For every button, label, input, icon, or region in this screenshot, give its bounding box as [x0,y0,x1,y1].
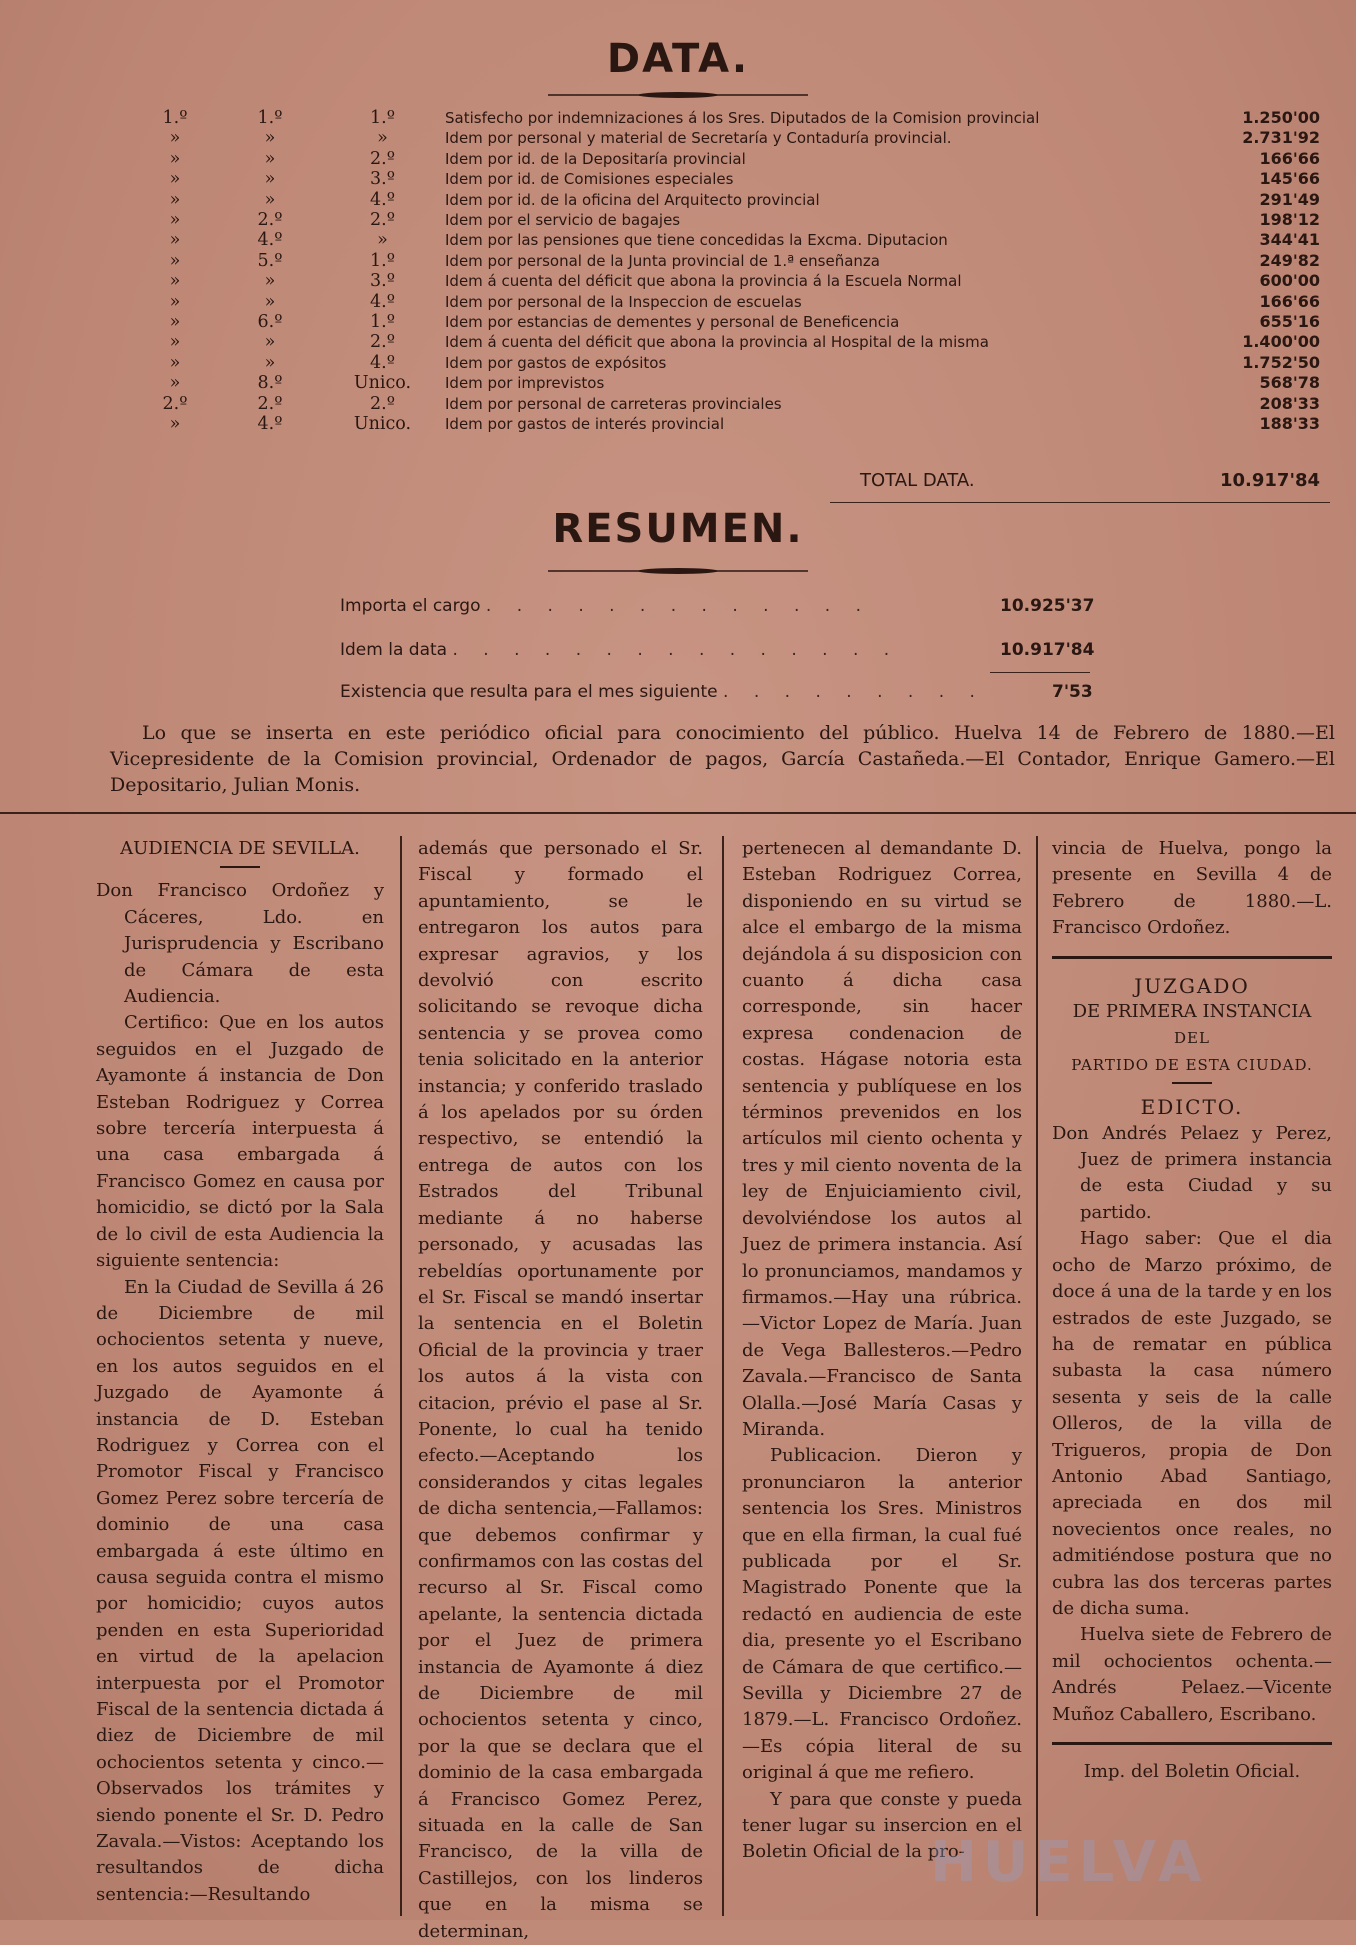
resumen-data-value: 10.917'84 [1000,640,1095,660]
data-row [130,169,1330,189]
data-cell-c5: 655'16 [1259,312,1320,332]
col4-body2: Hago saber: Que el dia ocho de Marzo próximo, de doce á una de la tarde y en los estrados de este Juzgado, se ha de rematar en pública subasta la casa número sesenta y seis de la calle Olleros, de la villa de Trigueros, propia de Don Antonio Abad Santiago, apreciada en dos mil novecientos once reales, no admitiéndose postura que no cubra las dos terceras partes de dicha suma. [1052,1228,1332,1619]
data-row [130,312,1330,332]
data-row [130,251,1330,271]
heading-rule [220,866,260,868]
column-rule [1036,836,1038,1916]
data-title: DATA. [606,36,750,82]
primera-instancia-heading: DE PRIMERA INSTANCIA [1072,1001,1312,1023]
data-cell-c4: Idem por id. de Comisiones especiales [445,170,734,189]
data-cell-c5: 1.400'00 [1242,332,1320,352]
notice-paragraph: Lo que se inserta en este periódico oficial para conocimiento del público. Huelva 14 de Febrero de 1880.—El Vicepresidente de la Comision provincial, Ordenador de pagos, García Castañeda.—El Contador, Enrique Gamero.—El Depositario, Julian Monis. [110,722,1335,796]
edicto-heading: EDICTO. [1140,1095,1244,1120]
data-cell-c2: 5.º [257,250,283,271]
data-cell-c3: 3.º [370,271,395,292]
data-cell-c3: 2.º [370,393,395,414]
column-rule [400,836,402,1916]
resumen-existencia-label: Existencia que resulta para el mes siguiente . . . . . . . . . [340,682,985,702]
data-cell-c2: » [264,128,276,149]
data-cell-c5: 344'41 [1259,230,1320,250]
data-cell-c1: 1.º [162,108,188,128]
column-2 [418,836,703,1945]
total-rule [830,502,1330,503]
col4-body: vincia de Huelva, pongo la presente en Sevilla 4 de Febrero de 1880.—L. Francisco Ordoñez. [1052,838,1332,939]
data-row [130,271,1330,291]
col3-body3: Y para que conste y pueda tener lugar su insercion en el Boletin Oficial de la pro- [742,1788,1022,1863]
col1-body: Certifico: Que en los autos seguidos en el Juzgado de Ayamonte á instancia de Don Esteban Rodriguez y Correa sobre tercería interpuesta á una casa embargada á Francisco Gomez en causa por homicidio, se dictó por la Sala de lo civil de esta Audiencia la siguiente sentencia: [96,1012,384,1272]
ornament-divider [0,88,1356,102]
column-rule [722,836,724,1916]
juzgado-heading: JUZGADO [1134,973,1250,998]
data-cell-c3: 1.º [370,250,395,271]
data-cell-c3: 2.º [370,332,395,353]
data-cell-c1: » [169,189,181,210]
heading-rule [1172,1082,1212,1084]
col4-intro: Don Andrés Pelaez y Perez, Juez de primera instancia de esta Ciudad y su partido. [1052,1122,1332,1223]
data-row [130,332,1330,352]
data-cell-c2: 1.º [257,108,283,128]
resumen-existencia-value: 7'53 [1052,682,1093,702]
data-cell-c1: » [169,230,181,251]
data-cell-c5: 198'12 [1259,210,1320,230]
data-cell-c2: » [264,271,276,292]
data-cell-c4: Idem por personal de la Inspeccion de escuelas [445,292,802,311]
data-cell-c1: 2.º [162,393,188,414]
column-1 [96,836,384,1908]
resumen-title: RESUMEN. [552,506,804,552]
data-row [130,373,1330,393]
del-heading: DEL [1174,1029,1210,1048]
data-cell-c5: 568'78 [1259,373,1320,393]
data-cell-c1: » [169,128,181,149]
data-row [130,394,1330,414]
resumen-rule [990,672,1090,673]
data-cell-c4: Idem por personal de la Junta provincial de 1.ª enseñanza [445,251,880,270]
data-cell-c4: Idem por personal y material de Secretaría y Contaduría provincial. [445,129,952,148]
data-cell-c2: 2.º [257,393,283,414]
ornament-divider [0,564,1356,578]
data-cell-c5: 1.250'00 [1242,108,1320,127]
imprint: Imp. del Boletin Oficial. [1083,1761,1301,1782]
data-cell-c5: 166'66 [1259,291,1320,311]
data-row [130,210,1330,230]
data-cell-c3: » [377,128,388,149]
data-cell-c4: Idem por gastos de expósitos [445,353,667,372]
data-row [130,292,1330,312]
data-cell-c3: 3.º [370,169,395,190]
col3-body2: Publicacion. Dieron y pronunciaron la anterior sentencia los Sres. Ministros que en ella firman, la cual fué publicada por el Sr. Magistrado Ponente que la redactó en audiencia de este dia, presente yo el Escribano de Cámara de que certifico.—Sevilla y Diciembre 27 de 1879.—L. Francisco Ordoñez.—Es cópia literal de su original á que me refiero. [742,1445,1022,1784]
data-cell-c5: 249'82 [1259,250,1320,270]
data-cell-c4: Idem á cuenta del déficit que abona la provincia á la Escuela Normal [445,272,962,291]
col3-body: pertenecen al demandante D. Esteban Rodriguez Correa, disponiendo en su virtud se alce el embargo de la misma dejándola á su disposicion con cuanto á dicha casa corresponde, sin hacer expresa condenacion de costas. Hágase notoria esta sentencia y publíquese en los términos prevenidos en los artículos mil ciento ochenta y tres y mil ciento noventa de la ley de Enjuiciamiento civil, devolviéndose los autos al Juez de primera instancia. Así lo pronunciamos, mandamos y firmamos.—Hay una rúbrica.—Victor Lopez de María. Juan de Vega Ballesteros.—Pedro Zavala.—Francisco de Santa Olalla.—José María Casas y Miranda. [742,838,1022,1440]
data-cell-c3: 4.º [370,189,395,210]
data-cell-c5: 2.731'92 [1242,128,1320,148]
data-cell-c5: 1.752'50 [1242,352,1320,372]
data-row [130,108,1330,128]
col1-body2: En la Ciudad de Sevilla á 26 de Diciembre de mil ochocientos setenta y nueve, en los autos seguidos en el Juzgado de Ayamonte á instancia de D. Esteban Rodriguez y Correa con el Promotor Fiscal y Francisco Gomez Perez sobre tercería de dominio de una casa embargada á este último en causa seguida contra el mismo por homicidio; cuyos autos penden en esta Superioridad en virtud de la apelacion interpuesta por el Promotor Fiscal de la sentencia dictada á diez de Diciembre de mil ochocientos setenta y cinco.—Observados los trámites y siendo ponente el Sr. D. Pedro Zavala.—Vistos: Aceptando los resultandos de dicha sentencia:—Resultando [96,1276,384,1905]
data-cell-c3: 4.º [370,291,395,312]
data-cell-c3: 2.º [370,148,395,169]
data-cell-c4: Idem á cuenta del déficit que abona la provincia al Hospital de la misma [445,333,989,352]
data-cell-c2: 2.º [257,210,283,231]
audiencia-heading: AUDIENCIA DE SEVILLA. [120,838,360,859]
data-cell-c1: » [169,414,181,435]
data-cell-c4: Idem por las pensiones que tiene concedidas la Excma. Diputacion [445,231,948,250]
data-cell-c4: Idem por id. de la oficina del Arquitecto provincial [445,190,820,209]
data-cell-c5: 291'49 [1259,189,1320,209]
partido-heading: PARTIDO DE ESTA CIUDAD. [1071,1055,1313,1074]
data-cell-c4: Satisfecho por indemnizaciones á los Sres. Diputados de la Comision provincial [445,109,1040,127]
section-rule [1052,956,1332,959]
data-cell-c3: Unico. [353,414,412,435]
col4-body3: Huelva siete de Febrero de mil ochocientos ochenta.—Andrés Pelaez.—Vicente Muñoz Caballero, Escribano. [1052,1624,1332,1725]
data-cell-c5: 208'33 [1259,393,1320,413]
data-cell-c1: » [169,352,181,373]
data-cell-c4: Idem por el servicio de bagajes [445,211,681,230]
column-3 [742,836,1022,1866]
data-cell-c5: 188'33 [1259,414,1320,434]
data-cell-c4: Idem por personal de carreteras provinciales [445,394,782,413]
data-cell-c2: 4.º [257,414,283,435]
data-cell-c4: Idem por id. de la Depositaría provincial [445,149,746,168]
col1-intro: Don Francisco Ordoñez y Cáceres, Ldo. en Jurisprudencia y Escribano de Cámara de esta Audiencia. [96,880,384,1008]
data-cell-c1: » [169,291,181,312]
data-row [130,230,1330,250]
data-cell-c3: 2.º [370,210,395,231]
section-divider [0,812,1356,814]
data-cell-c2: 8.º [257,373,283,394]
watermark: HUELVA [930,1830,1208,1895]
data-cell-c2: » [264,169,276,190]
data-cell-c1: » [169,332,181,353]
resumen-cargo-value: 10.925'37 [1000,596,1095,616]
data-cell-c2: » [264,189,276,210]
data-cell-c1: » [169,148,181,169]
section-rule [1052,1742,1332,1745]
data-cell-c2: » [264,148,276,169]
data-cell-c2: » [264,291,276,312]
data-cell-c5: 145'66 [1259,169,1320,189]
column-4 [1052,836,1332,1785]
data-row [130,414,1330,434]
data-row [130,128,1330,148]
data-cell-c5: 166'66 [1259,148,1320,168]
data-cell-c1: » [169,169,181,190]
data-cell-c1: » [169,271,181,292]
data-cell-c2: » [264,352,276,373]
data-cell-c2: 4.º [257,230,283,251]
data-cell-c2: 6.º [257,312,283,333]
data-cell-c3: » [377,230,388,251]
resumen-data-label: Idem la data . . . . . . . . . . . . . . . [340,640,900,660]
data-row [130,353,1330,373]
data-cell-c3: 1.º [370,108,395,128]
total-data-label: TOTAL DATA. [860,470,975,491]
data-cell-c3: 1.º [370,312,395,333]
data-cell-c1: » [169,312,181,333]
data-cell-c4: Idem por gastos de interés provincial [445,415,725,434]
data-cell-c5: 600'00 [1259,271,1320,291]
data-row [130,190,1330,210]
data-cell-c1: » [169,210,181,231]
data-cell-c4: Idem por imprevistos [445,374,605,393]
resumen-cargo-label: Importa el cargo . . . . . . . . . . . . . [340,596,871,616]
data-table [130,108,1330,435]
data-cell-c3: Unico. [353,373,412,394]
data-cell-c3: 4.º [370,352,395,373]
data-row [130,149,1330,169]
col2-body: además que personado el Sr. Fiscal y formado el apuntamiento, se le entregaron los autos para expresar agravios, y los devolvió con escrito solicitando se revoque dicha sentencia y se provea como tenia solicitado en la anterior instancia; y conferido traslado á los apelados por su órden respectivo, se entendió la entrega de autos con los Estrados del Tribunal mediante á no haberse personado, y acusadas las rebeldías oportunamente por el Sr. Fiscal se mandó insertar la sentencia en el Boletin Oficial de la provincia y traer los autos á la vista con citacion, prévio el pase al Sr. Ponente, lo cual ha tenido efecto.—Aceptando los considerandos y citas legales de dicha sentencia,—Fallamos: que debemos confirmar y confirmamos con las costas del recurso al Sr. Fiscal como apelante, la sentencia dictada por el Juez de primera instancia de Ayamonte á diez de Diciembre de mil ochocientos setenta y cinco, por la que se declara que el dominio de la casa embargada á Francisco Gomez Perez, situada en la calle de San Francisco, de la villa de Castillejos, con los linderos que en la misma se determinan, [418,838,703,1942]
data-cell-c2: » [264,332,276,353]
data-cell-c1: » [169,250,181,271]
data-cell-c1: » [169,373,181,394]
data-cell-c4: Idem por estancias de dementes y personal de Beneficencia [445,313,900,332]
total-data-value: 10.917'84 [1220,470,1321,491]
